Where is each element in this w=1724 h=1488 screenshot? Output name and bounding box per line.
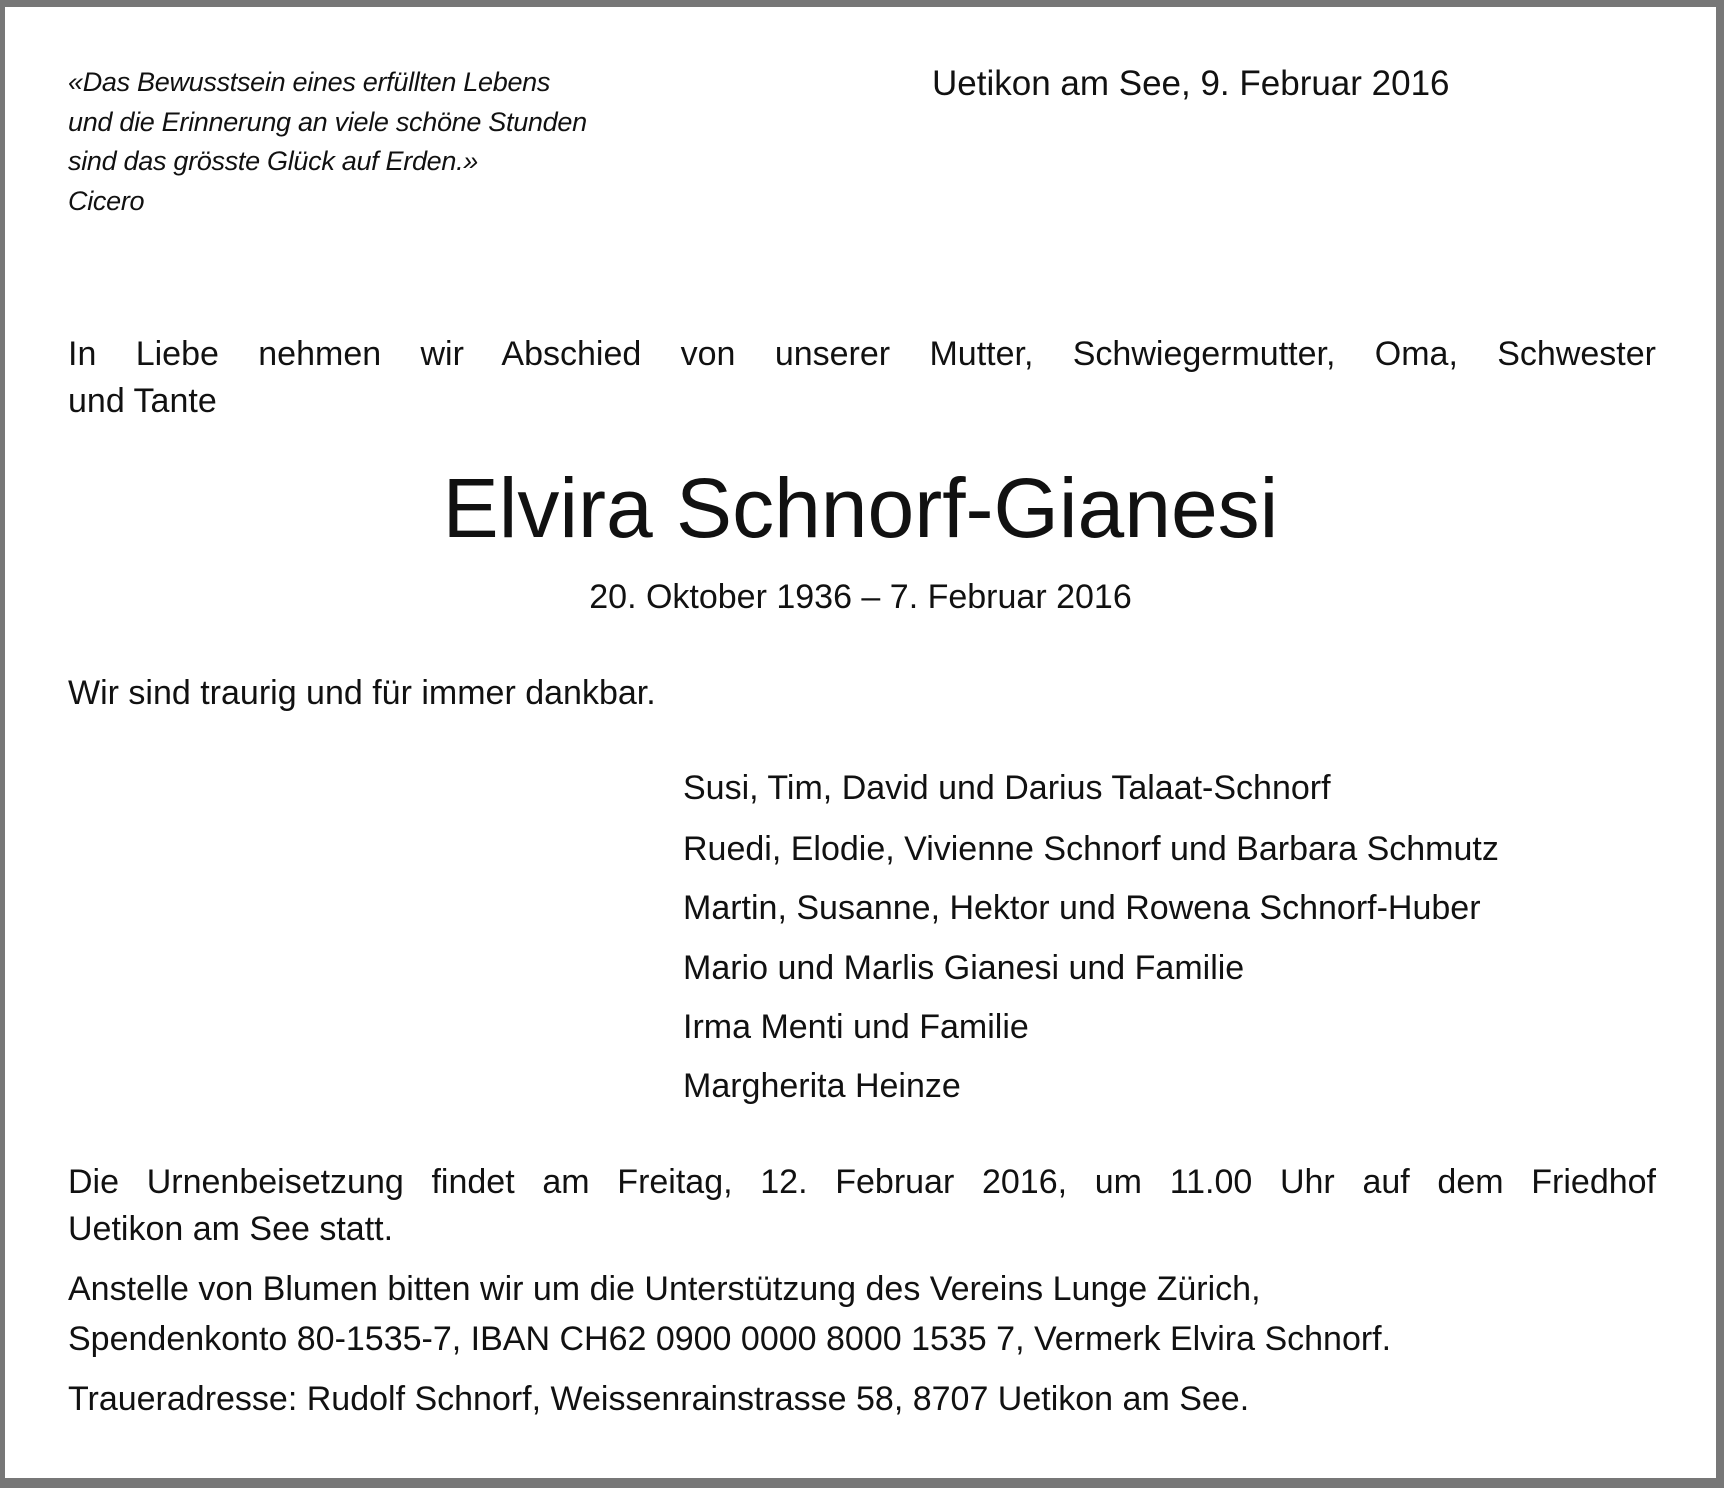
mourner: Irma Menti und Familie [683, 1008, 1029, 1046]
deceased-name: Elvira Schnorf-Gianesi [442, 461, 1279, 555]
donation-line: Spendenkonto 80-1535-7, IBAN CH62 0900 0000 8000 1535 7, Vermerk Elvira Schnorf. [68, 1320, 1392, 1358]
quote-line: sind das grösste Glück auf Erden.» [68, 146, 479, 176]
mourner: Mario und Marlis Gianesi und Familie [683, 949, 1245, 987]
quote-author: Cicero [68, 186, 145, 216]
intro-line: In Liebe nehmen wir Abschied von unserer Mutter, Schwiegermutter, Oma, Schwester [68, 335, 1656, 373]
quote-line: und die Erinnerung an viele schöne Stunden [68, 107, 587, 137]
mourner: Susi, Tim, David und Darius Talaat-Schnorf [683, 769, 1331, 807]
mourner: Martin, Susanne, Hektor und Rowena Schnorf-Huber [683, 889, 1481, 927]
mourner: Margherita Heinze [683, 1067, 961, 1105]
mourner: Ruedi, Elodie, Vivienne Schnorf und Barbara Schmutz [683, 830, 1499, 868]
life-dates: 20. Oktober 1936 – 7. Februar 2016 [589, 578, 1132, 616]
place-date: Uetikon am See, 9. Februar 2016 [932, 64, 1450, 103]
obituary-page [5, 7, 1716, 1478]
mourning-address: Traueradresse: Rudolf Schnorf, Weissenrainstrasse 58, 8707 Uetikon am See. [68, 1380, 1250, 1418]
donation-line: Anstelle von Blumen bitten wir um die Unterstützung des Vereins Lunge Zürich, [68, 1270, 1261, 1308]
quote-line: «Das Bewusstsein eines erfüllten Lebens [68, 67, 551, 97]
intro-line: und Tante [68, 382, 217, 420]
burial-line: Uetikon am See statt. [68, 1210, 394, 1248]
burial-line: Die Urnenbeisetzung findet am Freitag, 12. Februar 2016, um 11.00 Uhr auf dem Friedhof [68, 1163, 1656, 1201]
closing-text: Wir sind traurig und für immer dankbar. [68, 674, 656, 712]
